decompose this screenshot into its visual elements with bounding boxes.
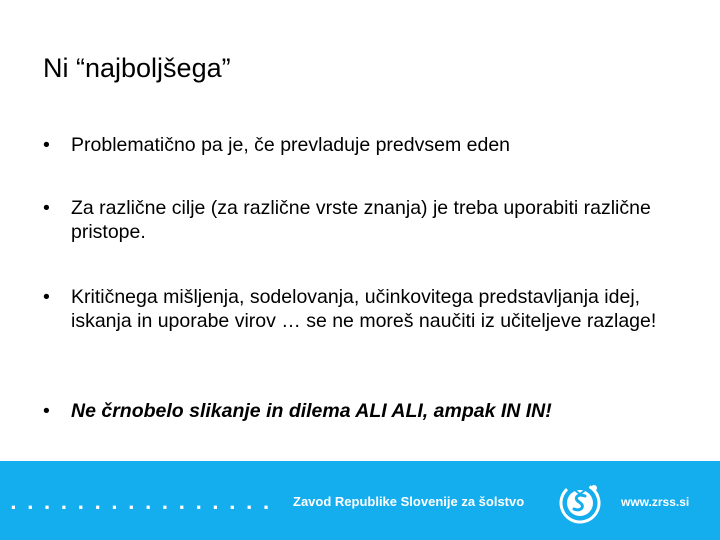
website-url[interactable]: www.zrss.si xyxy=(621,495,690,509)
bullet-item xyxy=(43,196,683,244)
bullet-item xyxy=(43,133,683,157)
bullet-text: Kritičnega mišljenja, sodelovanja, učinkovitega predstavljanja idej, iskanja in uporabe virov … se ne moreš naučiti iz učiteljeve razlage! xyxy=(71,286,657,332)
bullet-text: Za različne cilje (za različne vrste znanja) je treba uporabiti različne pristope. xyxy=(71,197,651,243)
bullet-marker: • xyxy=(43,134,50,156)
bullet-text: Problematično pa je, če prevladuje predvsem eden xyxy=(71,134,511,156)
footer-bar xyxy=(0,461,720,540)
bullet-text-emphasis: Ne črnobelo slikanje in dilema ALI ALI, ampak IN IN! xyxy=(71,400,552,422)
footer-dots: ................ xyxy=(10,493,280,514)
zrss-logo-icon xyxy=(558,481,602,525)
bullet-marker: • xyxy=(43,400,50,422)
bullet-marker: • xyxy=(43,286,50,308)
bullet-item xyxy=(43,399,683,423)
bullet-item xyxy=(43,285,683,333)
organization-name: Zavod Republike Slovenije za šolstvo xyxy=(293,494,525,509)
bullet-marker: • xyxy=(43,197,50,219)
slide-title: Ni “najboljšega” xyxy=(43,53,231,83)
